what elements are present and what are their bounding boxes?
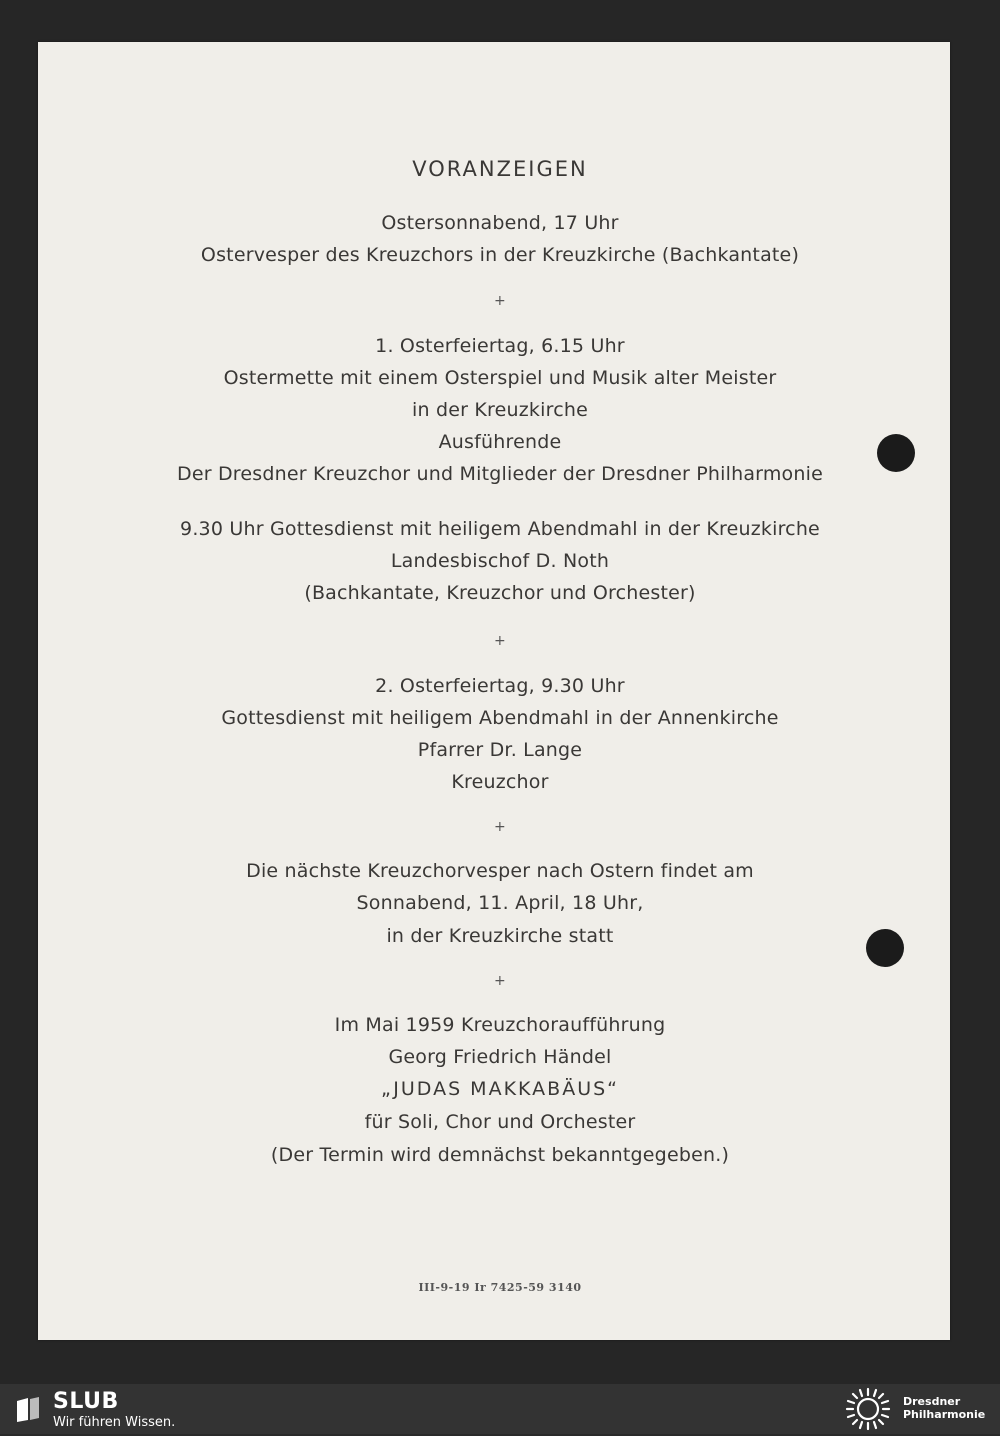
event-line: Ostervesper des Kreuzchors in der Kreuzkirche (Bachkantate) bbox=[200, 244, 800, 266]
event-line: Im Mai 1959 Kreuzchoraufführung bbox=[334, 1014, 666, 1036]
event-date: 1. Osterfeiertag, 6.15 Uhr bbox=[375, 335, 625, 357]
partner-name-line: Dresdner bbox=[903, 1395, 961, 1408]
separator-mark: + bbox=[494, 633, 506, 649]
event-line: Landesbischof D. Noth bbox=[390, 550, 610, 572]
event-line: Kreuzchor bbox=[451, 771, 549, 793]
partner-name-line: Philharmonie bbox=[903, 1408, 986, 1421]
event-line: in der Kreuzkirche bbox=[412, 399, 588, 421]
separator-mark: + bbox=[494, 819, 506, 835]
event-line: (Der Termin wird demnächst bekanntgegeben.) bbox=[270, 1144, 730, 1166]
composer-name: Georg Friedrich Händel bbox=[388, 1046, 612, 1068]
library-tagline: Wir führen Wissen. bbox=[53, 1415, 176, 1430]
book-icon bbox=[14, 1395, 42, 1427]
separator-mark: + bbox=[494, 973, 506, 989]
event-date: 2. Osterfeiertag, 9.30 Uhr bbox=[375, 675, 625, 697]
event-line: Die nächste Kreuzchorvesper nach Ostern findet am bbox=[246, 860, 754, 882]
event-date: Ostersonnabend, 17 Uhr bbox=[381, 212, 619, 234]
program-page bbox=[38, 42, 950, 1340]
event-line: Ostermette mit einem Osterspiel und Musik alter Meister bbox=[223, 367, 777, 389]
sunburst-icon bbox=[842, 1386, 894, 1436]
event-line: Pfarrer Dr. Lange bbox=[417, 739, 583, 761]
event-line: für Soli, Chor und Orchester bbox=[364, 1111, 636, 1133]
separator-mark: + bbox=[494, 293, 506, 309]
event-line: 9.30 Uhr Gottesdienst mit heiligem Abendmahl in der Kreuzkirche bbox=[180, 518, 820, 540]
event-line: Ausführende bbox=[438, 431, 562, 453]
viewer-footer bbox=[0, 1384, 1000, 1434]
event-line: in der Kreuzkirche statt bbox=[386, 925, 614, 947]
page-heading: VORANZEIGEN bbox=[412, 157, 588, 181]
partner-name bbox=[903, 1395, 985, 1421]
library-name: SLUB bbox=[53, 1389, 119, 1414]
work-title: „JUDAS MAKKABÄUS“ bbox=[381, 1078, 619, 1100]
event-line: Sonnabend, 11. April, 18 Uhr, bbox=[356, 892, 644, 914]
print-code: III-9-19 Ir 7425-59 3140 bbox=[418, 1281, 582, 1294]
event-line: Gottesdienst mit heiligem Abendmahl in der Annenkirche bbox=[221, 707, 779, 729]
event-line: Der Dresdner Kreuzchor und Mitglieder der Dresdner Philharmonie bbox=[177, 463, 823, 485]
event-line: (Bachkantate, Kreuzchor und Orchester) bbox=[304, 582, 696, 604]
